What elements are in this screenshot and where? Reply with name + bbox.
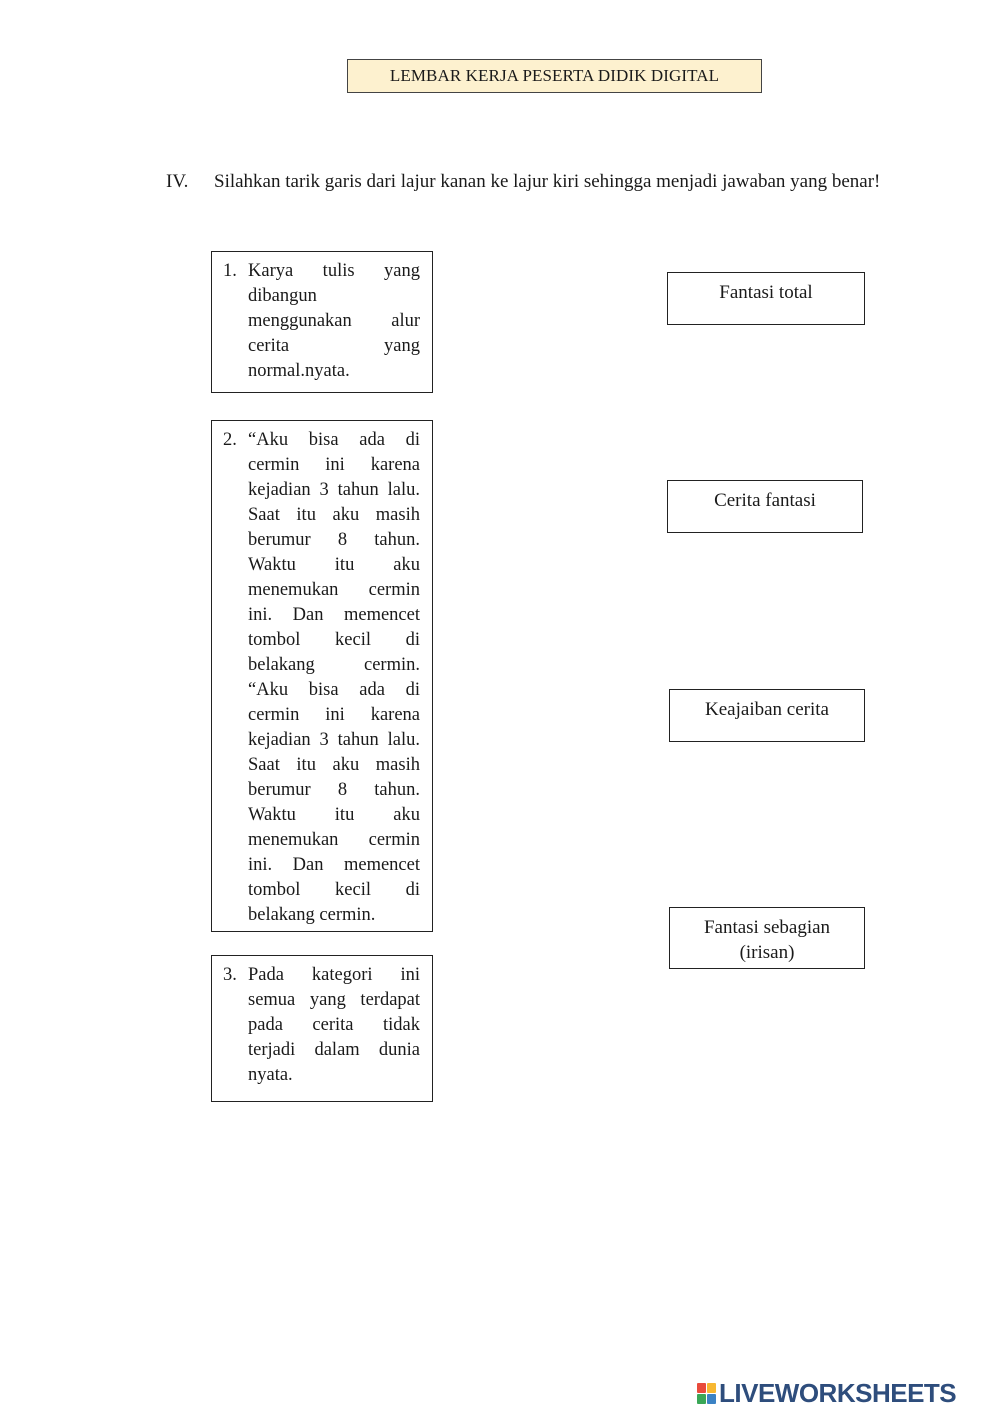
logo-square [707,1394,716,1404]
question-box-3[interactable] [211,955,433,1102]
question-text: Karya tulis yang dibangun menggunakan alur cerita yang normal.nyata. [248,261,420,381]
logo-square [707,1383,716,1393]
instruction-text: Silahkan tarik garis dari lajur kanan ke lajur kiri sehingga menjadi jawaban yang benar! [214,171,881,192]
question-number: 2. [223,430,237,450]
question-text: Pada kategori ini semua yang terdapat pada cerita tidak terjadi dalam dunia nyata. [248,965,420,1085]
question-box-2[interactable] [211,420,433,932]
answer-label: Cerita fantasi [714,490,816,511]
logo-square [697,1383,706,1393]
answer-label: Fantasi sebagian [703,917,831,938]
liveworksheets-logo [697,1378,956,1408]
logo-square [697,1394,706,1404]
worksheet-title: LEMBAR KERJA PESERTA DIDIK DIGITAL [347,59,762,93]
question-number: 3. [223,965,237,985]
answer-box-keajaiban-cerita[interactable] [669,689,865,742]
instruction [166,169,906,194]
answer-box-cerita-fantasi[interactable] [667,480,863,533]
answer-label-line2: (irisan) [739,942,795,963]
brand-text: LIVEWORKSHEETS [719,1377,957,1408]
answer-box-fantasi-total[interactable] [667,272,865,325]
brand-logo-icon [697,1383,716,1404]
answer-label: Keajaiban cerita [705,699,829,720]
question-number: 1. [223,261,237,281]
question-text: “Aku bisa ada di cermin ini karena kejadian 3 tahun lalu. Saat itu aku masih berumur 8 tahun. Waktu itu aku menemukan cermin ini. Dan memencet tombol kecil di belakang cermin. “Aku bisa ada di cermin ini karena kejadian 3 tahun lalu. Saat itu aku masih berumur 8 tahun. Waktu itu aku menemukan cermin ini. Dan memencet tombol kecil di belakang cermin. [248,430,420,925]
question-box-1[interactable] [211,251,433,393]
answer-label: Fantasi total [719,282,813,303]
answer-box-fantasi-sebagian[interactable] [669,907,865,969]
instruction-number: IV. [166,171,189,192]
